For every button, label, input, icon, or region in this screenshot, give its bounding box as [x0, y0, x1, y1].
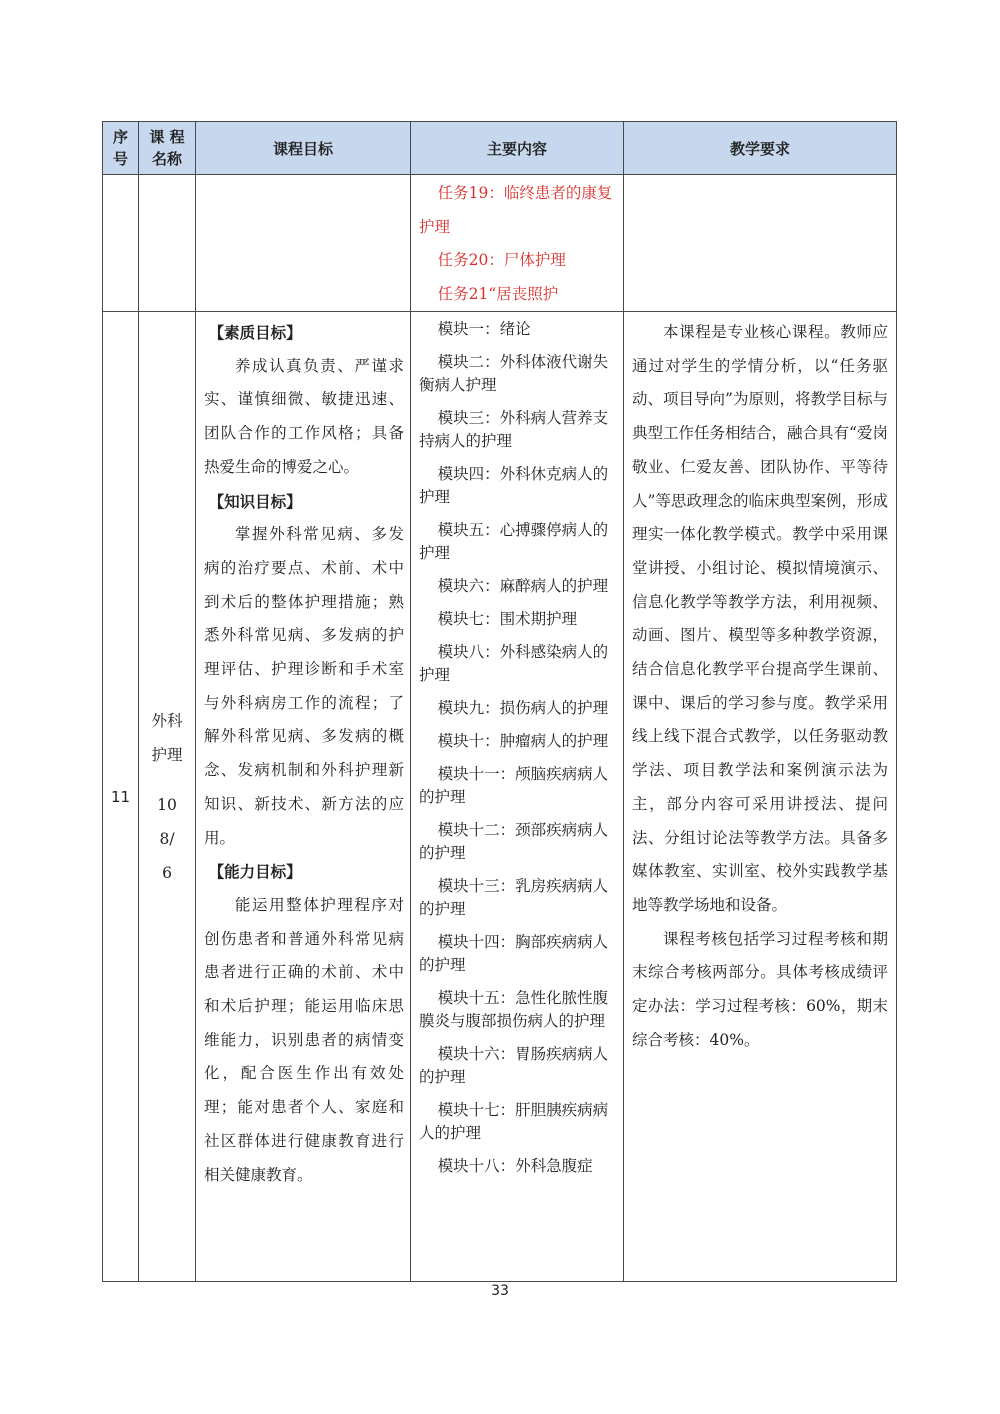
task-item: 任务20：尸体护理 [437, 251, 566, 269]
continued-name-cell [139, 175, 196, 312]
task-item: 任务19：临终患者的康复护理 [419, 184, 613, 236]
module-item: 模块十四：胸部疾病病人的护理 [419, 933, 609, 974]
module-item: 模块十七：肝胆胰疾病病人的护理 [419, 1101, 609, 1142]
module-item: 模块九：损伤病人的护理 [437, 699, 609, 717]
module-item: 模块八：外科感染病人的护理 [419, 643, 609, 684]
module-item: 模块三：外科病人营养支持病人的护理 [419, 409, 609, 450]
module-item: 模块十二：颈部疾病病人的护理 [419, 821, 609, 862]
module-item: 模块十三：乳房疾病病人的护理 [419, 877, 609, 918]
objective-text: 掌握外科常见病、多发病的治疗要点、术前、术中到术后的整体护理措施；熟悉外科常见病、多发病的护理评估、护理诊断和手术室与外科病房工作的流程；了解外科常见病、多发病的概念、发病机制和外科护理新知识、新技术、新方法的应用。 [204, 525, 404, 847]
task-item: 任务21“居丧照护 [437, 284, 559, 303]
module-item: 模块五：心搏骤停病人的护理 [419, 521, 609, 562]
course-name: 外科 护理 10 8/ 6 [139, 704, 195, 890]
header-content: 主要内容 [411, 122, 624, 175]
header-seq: 序 号 [103, 122, 139, 175]
requirement-paragraph: 本课程是专业核心课程。教师应通过对学生的学情分析，以“任务驱动、项目导向”为原则，将教学目标与典型工作任务相结合，融合具有“爱岗敬业、仁爱友善、团队协作、平等待人”等思政理念的临床典型案例，形成理实一体化教学模式。教学中采用课堂讲授、小组讨论、模拟情境演示、信息化教学等教学方法，利用视频、动画、图片、模型等多种教学资源，结合信息化教学平台提高学生课前、课中、课后的学习参与度。教学采用线上线下混合式教学，以任务驱动教学法、项目教学法和案例演示法为主，部分内容可采用讲授法、提问法、分组讨论法等教学方法。具备多媒体教室、实训室、校外实践教学基地等教学场地和设备。 [632, 323, 888, 914]
continued-seq-cell [103, 175, 139, 312]
header-requirements: 教学要求 [624, 122, 897, 175]
module-item: 模块七：围术期护理 [437, 610, 578, 628]
module-item: 模块十五：急性化脓性腹膜炎与腹部损伤病人的护理 [419, 989, 609, 1030]
module-item: 模块十：肿瘤病人的护理 [437, 732, 609, 750]
module-item: 模块四：外科休克病人的护理 [419, 465, 609, 506]
continued-requirements-cell [624, 175, 897, 312]
table-header-row [103, 122, 897, 175]
objective-heading: 【知识目标】 [208, 491, 302, 511]
table-row-11 [103, 312, 897, 1282]
curriculum-table [102, 121, 897, 1282]
seq-cell: 11 [103, 312, 139, 1282]
page-number: 33 [491, 1283, 509, 1299]
module-item: 模块十一：颅脑疾病病人的护理 [419, 765, 609, 806]
requirements-cell [624, 312, 897, 1282]
objective-heading: 【素质目标】 [208, 323, 302, 342]
course-hours: 10 8/ 6 [157, 795, 177, 882]
module-item: 模块十八：外科急腹症 [437, 1157, 593, 1175]
content-cell [411, 312, 624, 1282]
module-item: 模块一：绪论 [437, 320, 531, 338]
requirement-paragraph: 课程考核包括学习过程考核和期末综合考核两部分。具体考核成绩评定办法：学习过程考核：60%，期末综合考核：40%。 [632, 929, 888, 1049]
module-item: 模块十六：胃肠疾病病人的护理 [419, 1045, 609, 1086]
module-item: 模块二：外科体液代谢失衡病人护理 [419, 353, 609, 394]
continued-content-cell [411, 175, 624, 312]
objective-text: 能运用整体护理程序对创伤患者和普通外科常见病患者进行正确的术前、术中和术后护理；能运用临床思维能力，识别患者的病情变化，配合医生作出有效处理；能对患者个人、家庭和社区群体进行健康教育进行相关健康教育。 [204, 895, 404, 1184]
course-name-cell [139, 312, 196, 1282]
objective-text: 养成认真负责、严谨求实、谨慎细微、敏捷迅速、团队合作的工作风格；具备热爱生命的博爱之心。 [204, 356, 404, 476]
header-course-name: 课 程 名称 [139, 122, 196, 175]
objective-heading: 【能力目标】 [208, 862, 302, 882]
header-objectives: 课程目标 [196, 122, 411, 175]
objectives-cell [196, 312, 411, 1282]
table-row-continued [103, 175, 897, 312]
module-item: 模块六：麻醉病人的护理 [437, 577, 609, 595]
continued-objectives-cell [196, 175, 411, 312]
